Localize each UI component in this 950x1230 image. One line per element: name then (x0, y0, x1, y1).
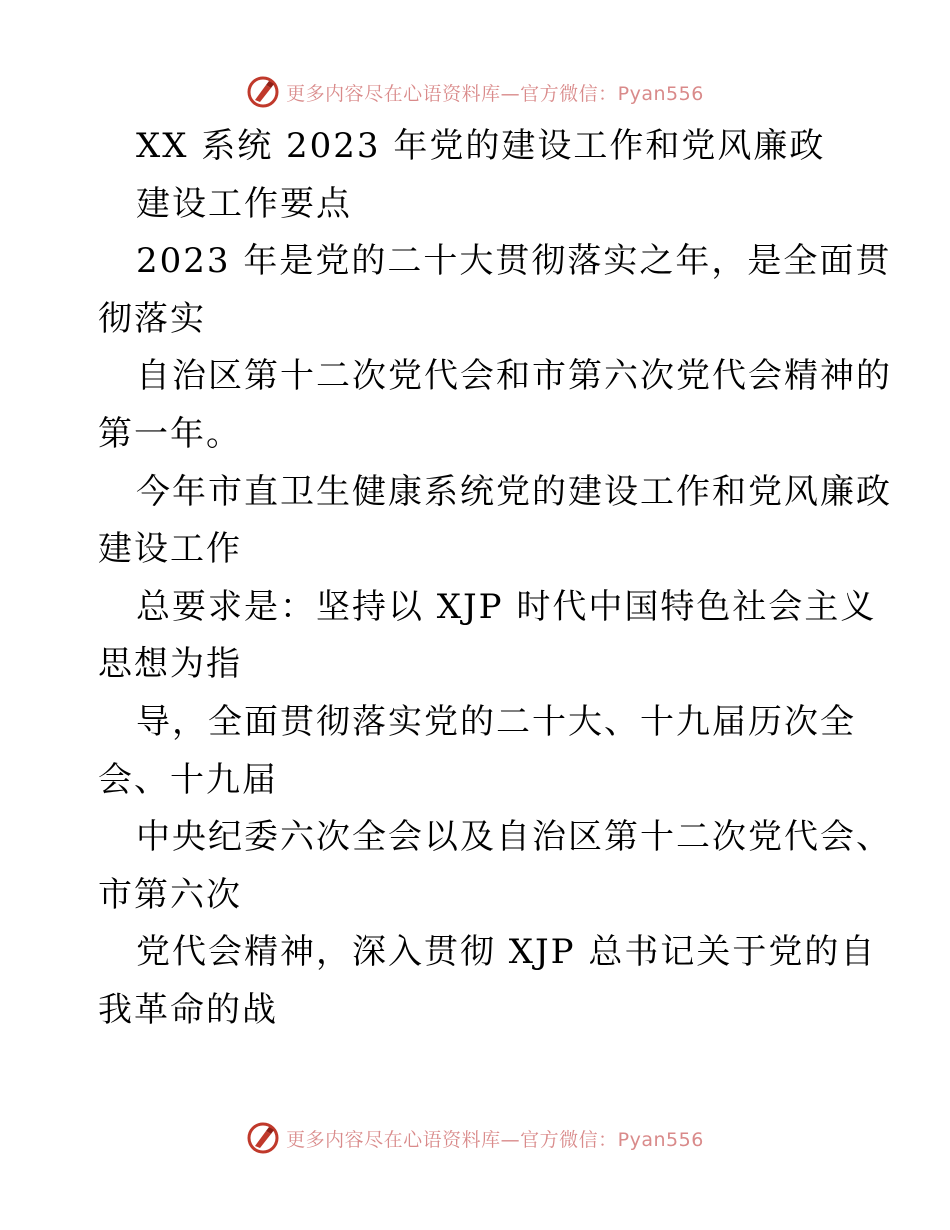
text-line: 会、十九届 (98, 759, 278, 800)
pen-logo-icon (246, 1121, 280, 1155)
text-line: 建设工作 (98, 529, 242, 570)
text-line: 中央纪委六次全会以及自治区第十二次党代会、 (136, 817, 892, 858)
text-line: 总要求是：坚持以 XJP 时代中国特色社会主义 (136, 586, 877, 627)
text-line: 导，全面贯彻落实党的二十大、十九届历次全 (136, 701, 856, 742)
document-body (98, 118, 892, 1040)
text-line: 自治区第十二次党代会和市第六次党代会精神的 (136, 356, 892, 397)
text-line: 我革命的战 (98, 989, 278, 1030)
text-line: 思想为指 (98, 644, 242, 685)
pen-logo-icon (246, 75, 280, 109)
text-line: 第一年。 (98, 413, 242, 454)
text-line: XX 系统 2023 年党的建设工作和党风廉政 (136, 126, 826, 166)
text-line: 彻落实 (98, 298, 206, 339)
footer-watermark (0, 1118, 950, 1158)
text-line: 市第六次 (98, 874, 242, 915)
text-line: 党代会精神，深入贯彻 XJP 总书记关于党的自 (136, 932, 877, 973)
text-line: 2023 年是党的二十大贯彻落实之年，是全面贯 (136, 241, 892, 282)
watermark-text: 更多内容尽在心语资料库—官方微信：Pyan556 (286, 82, 704, 105)
text-line: 今年市直卫生健康系统党的建设工作和党风廉政 (136, 471, 892, 512)
watermark-text: 更多内容尽在心语资料库—官方微信：Pyan556 (286, 1128, 704, 1151)
text-line: 建设工作要点 (136, 183, 352, 224)
header-watermark (0, 72, 950, 112)
